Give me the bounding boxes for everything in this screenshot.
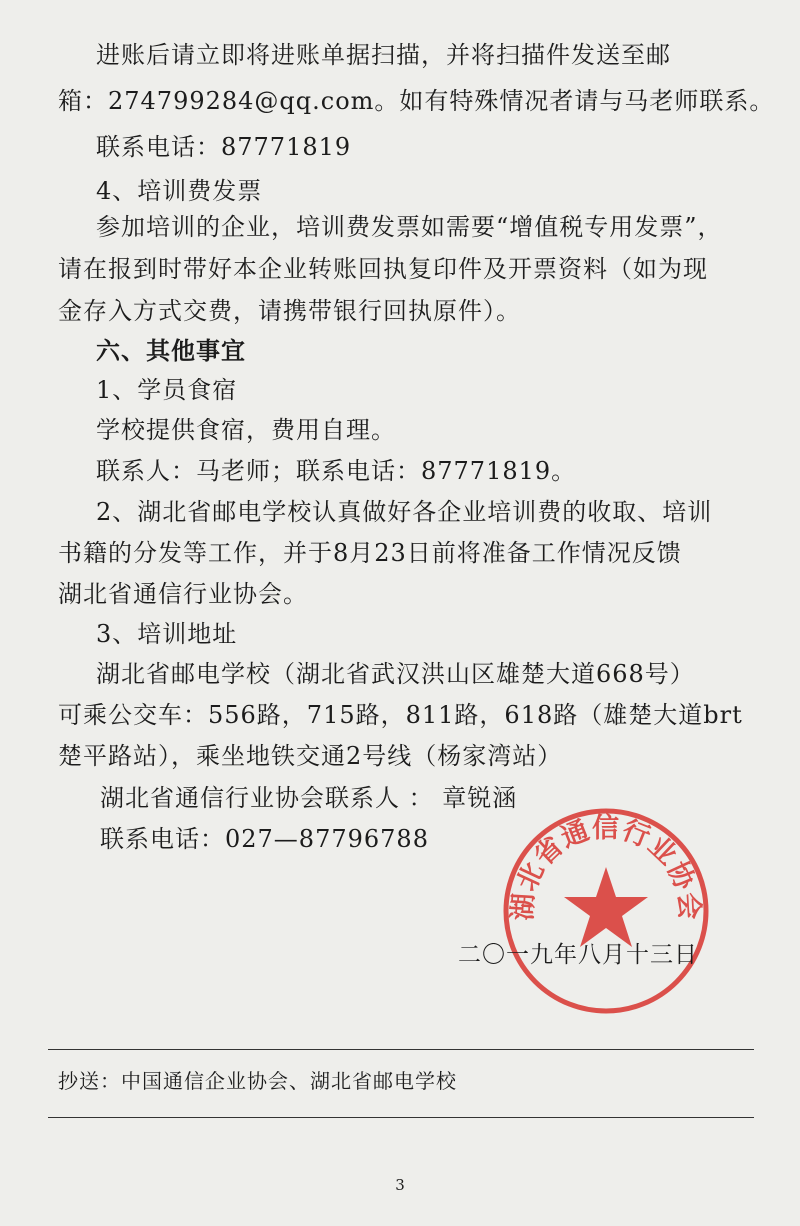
section-heading: 3、培训地址 (96, 620, 238, 648)
seal-text: 湖北省通信行业协会 (507, 813, 705, 922)
text-line: 请在报到时带好本企业转账回执复印件及开票资料（如为现 (58, 255, 708, 283)
text-line: 湖北省邮电学校（湖北省武汉洪山区雄楚大道668号） (96, 660, 695, 688)
text-line: 2、湖北省邮电学校认真做好各企业培训费的收取、培训 (96, 498, 713, 526)
text-line: 联系电话：87771819 (96, 133, 352, 161)
text-line: 金存入方式交费，请携带银行回执原件）。 (58, 297, 521, 325)
text-line: 学校提供食宿，费用自理。 (96, 416, 396, 444)
official-seal (500, 805, 712, 1017)
text-line: 箱：274799284@qq.com。如有特殊情况者请与马老师联系。 (58, 87, 775, 115)
text-line: 楚平路站），乘坐地铁交通2号线（杨家湾站） (58, 742, 563, 770)
text-line: 联系人：马老师；联系电话：87771819。 (96, 457, 577, 485)
text-line: 进账后请立即将进账单据扫描，并将扫描件发送至邮 (96, 41, 671, 69)
page-number: 3 (395, 1176, 405, 1194)
text-line: 参加培训的企业，培训费发票如需要“增值税专用发票”， (96, 213, 723, 241)
signing-date: 二〇一九年八月十三日 (458, 942, 698, 968)
divider-top (48, 1049, 754, 1050)
star-icon (564, 867, 648, 947)
text-line: 书籍的分发等工作，并于8月23日前将准备工作情况反馈 (58, 539, 682, 567)
divider-bottom (48, 1117, 754, 1118)
text-line: 湖北省通信行业协会联系人 ： 章锐涵 (100, 784, 518, 812)
text-line: 联系电话：027—87796788 (100, 825, 429, 853)
section-heading: 1、学员食宿 (96, 376, 238, 404)
chapter-heading: 六、其他事宜 (96, 336, 246, 365)
cc-line: 抄送：中国通信企业协会、湖北省邮电学校 (58, 1069, 457, 1093)
text-line: 湖北省通信行业协会。 (58, 580, 308, 608)
text-line: 可乘公交车：556路，715路，811路，618路（雄楚大道brt (58, 701, 743, 729)
section-heading: 4、培训费发票 (96, 177, 263, 205)
